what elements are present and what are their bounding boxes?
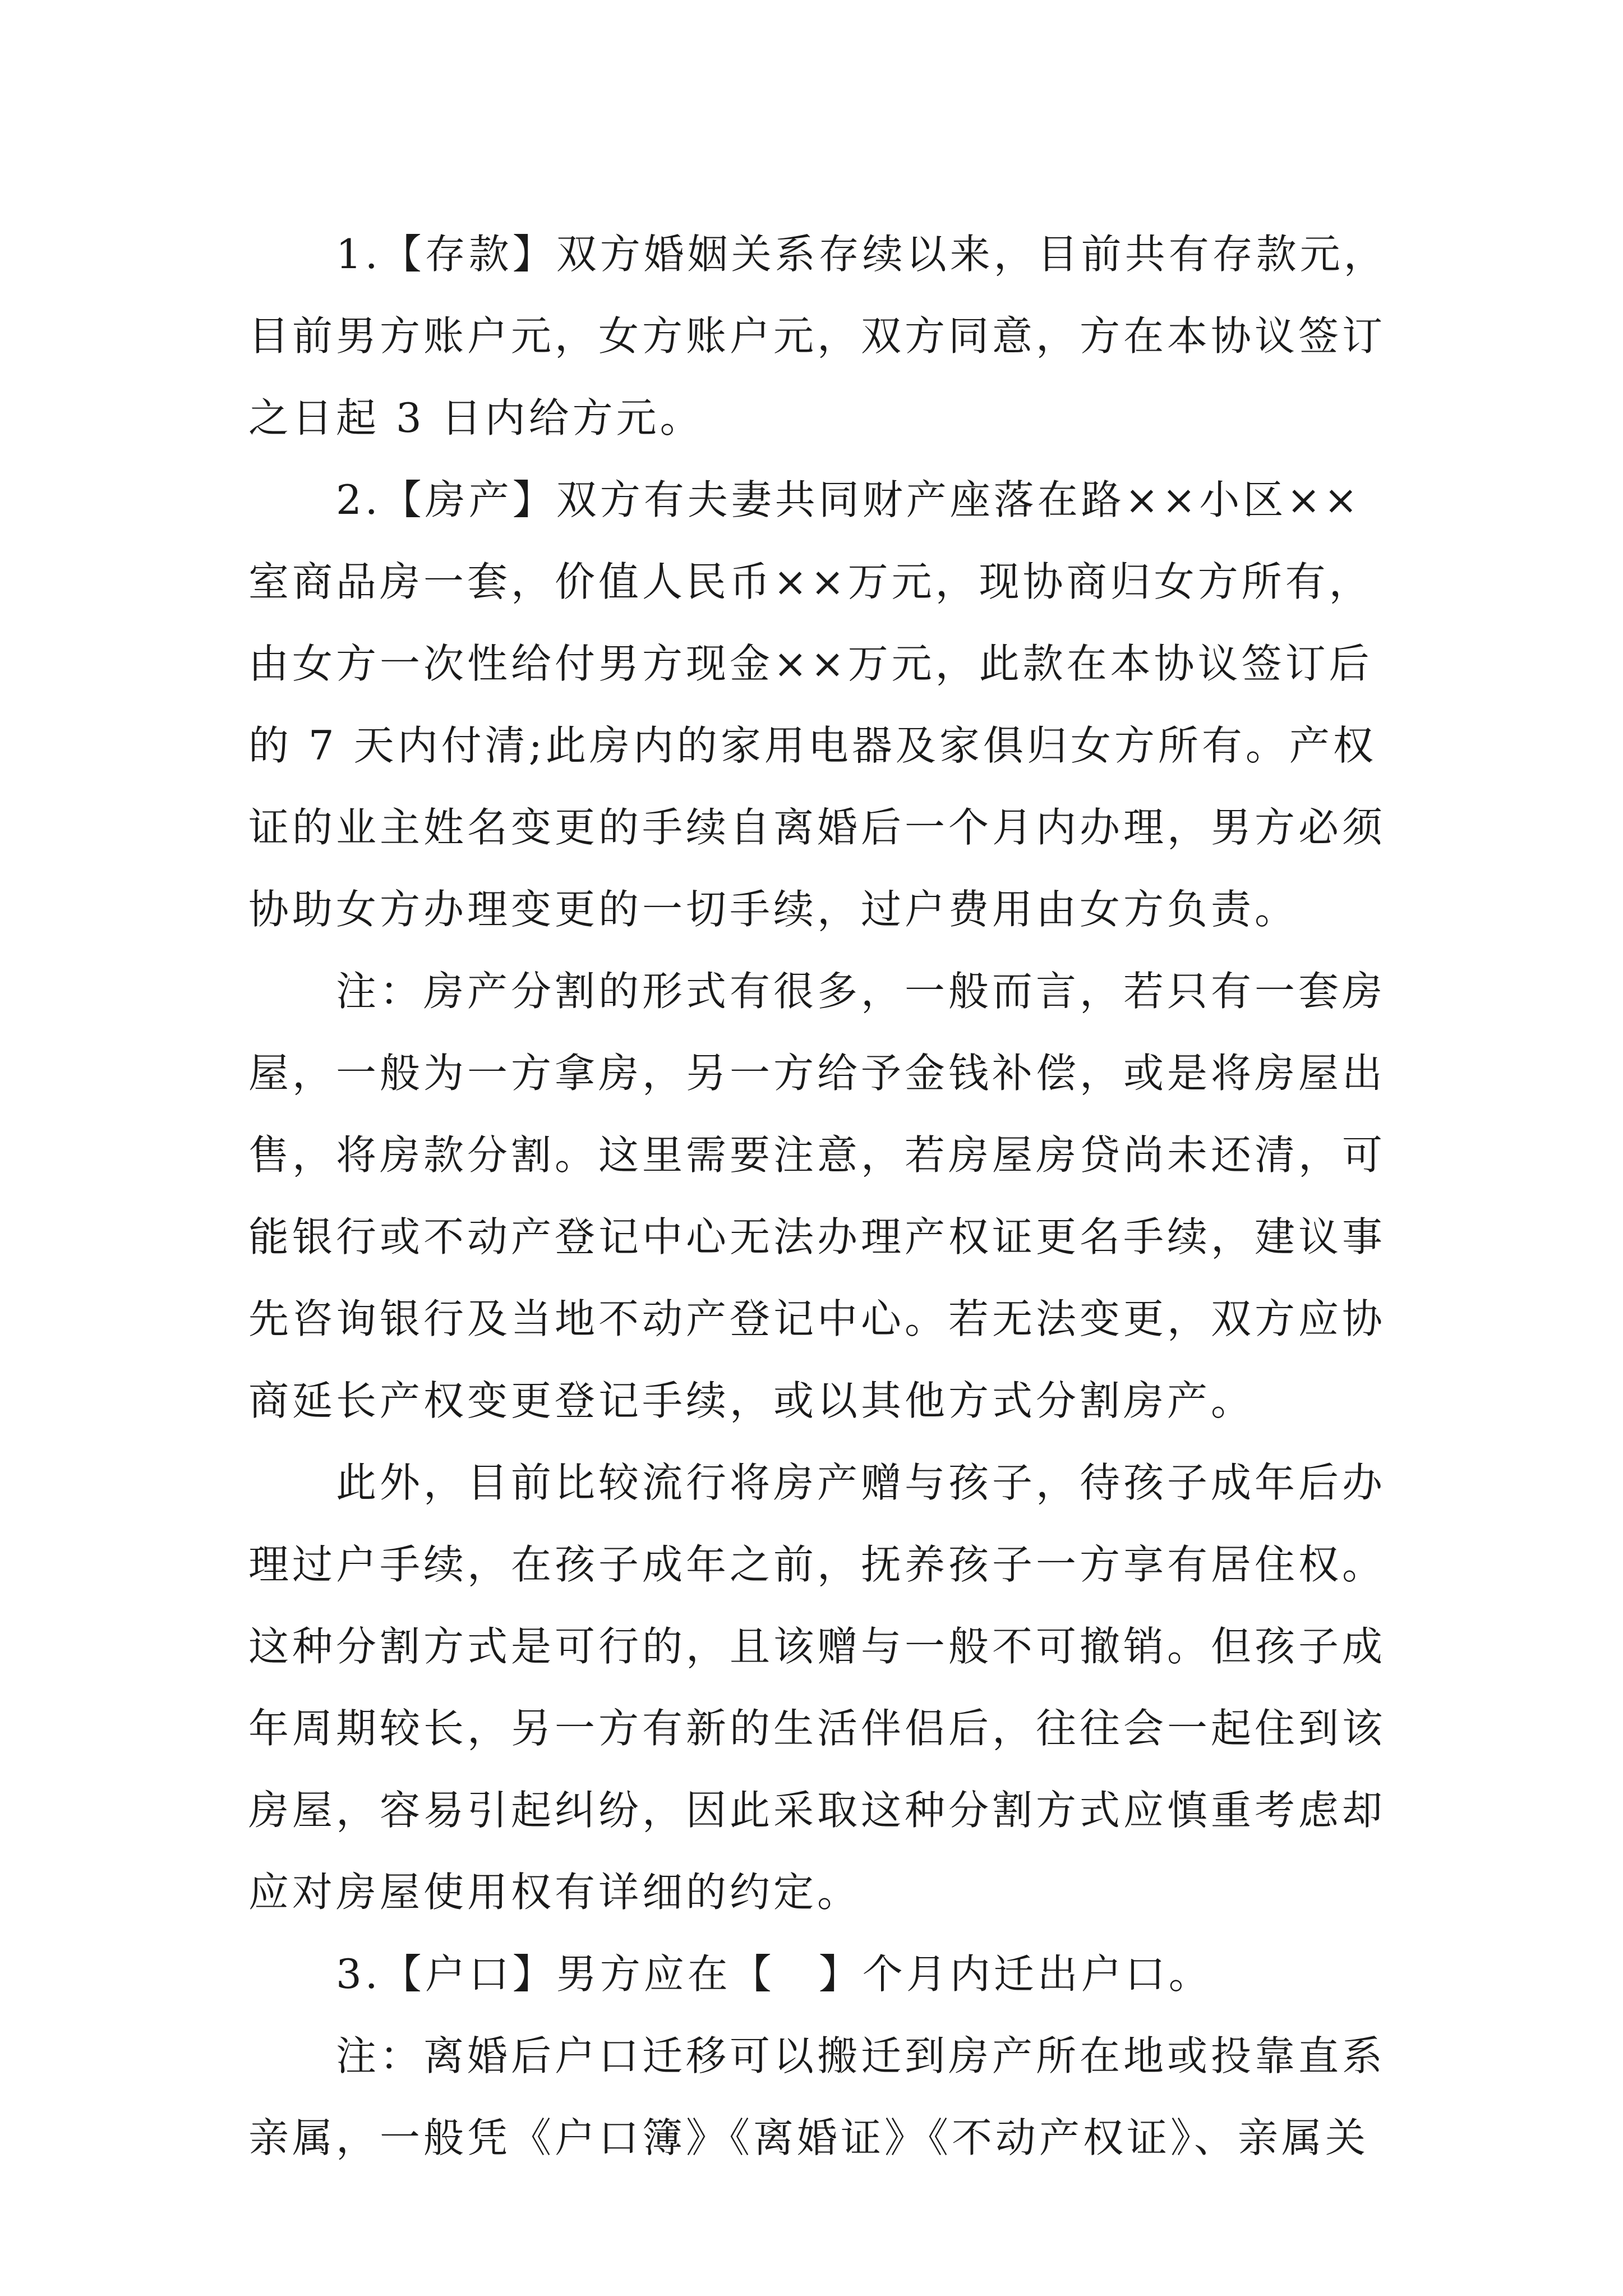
paragraph-line: 目前男方账户元，女方账户元，双方同意，方在本协议签订 [248,312,1386,360]
paragraph-property-note [248,950,1393,1442]
paragraph-hukou [248,1933,1393,2015]
paragraph-line: 此外，目前比较流行将房产赠与孩子，待孩子成年后办 [336,1459,1386,1506]
paragraph-line: 先咨询银行及当地不动产登记中心。若无法变更，双方应协 [248,1295,1386,1342]
paragraph-line: 亲属，一般凭《户口簿》《离婚证》《不动产权证》、亲属关 [248,2114,1370,2161]
paragraph-line: 2.【房产】双方有夫妻共同财产座落在路××小区×× [336,476,1362,523]
paragraph-line: 售，将房款分割。这里需要注意，若房屋房贷尚未还清，可 [248,1131,1386,1179]
paragraph-line: 之日起 3 日内给方元。 [248,394,704,441]
paragraph-line: 能银行或不动产登记中心无法办理产权证更名手续，建议事 [248,1213,1386,1260]
paragraph-line: 1.【存款】双方婚姻关系存续以来，目前共有存款元， [336,231,1387,278]
paragraph-gift-note [248,1442,1393,1933]
paragraph-line: 商延长产权变更登记手续，或以其他方式分割房产。 [248,1377,1255,1424]
paragraph-deposit [248,213,1393,459]
paragraph-line: 屋，一般为一方拿房，另一方给予金钱补偿，或是将房屋出 [248,1050,1386,1097]
paragraph-line: 证的业主姓名变更的手续自离婚后一个月内办理，男方必须 [248,804,1386,851]
paragraph-line: 3.【户口】男方应在【 】个月内迁出户口。 [336,1950,1212,1998]
paragraph-line: 房屋，容易引起纠纷，因此采取这种分割方式应慎重考虑却 [248,1787,1386,1834]
paragraph-line: 注：房产分割的形式有很多，一般而言，若只有一套房 [336,968,1386,1015]
paragraph-line: 这种分割方式是可行的，且该赠与一般不可撤销。但孩子成 [248,1623,1386,1670]
paragraph-line: 理过户手续，在孩子成年之前，抚养孩子一方享有居住权。 [248,1541,1386,1588]
document-body [248,213,1393,2179]
paragraph-line: 注：离婚后户口迁移可以搬迁到房产所在地或投靠直系 [336,2032,1386,2079]
paragraph-line: 年周期较长，另一方有新的生活伴侣后，往往会一起住到该 [248,1705,1386,1752]
paragraph-line: 应对房屋使用权有详细的约定。 [248,1869,861,1916]
paragraph-line: 由女方一次性给付男方现金××万元，此款在本协议签订后 [248,640,1373,687]
paragraph-property [248,459,1393,950]
paragraph-line: 的 7 天内付清;此房内的家用电器及家俱归女方所有。产权 [248,722,1377,769]
paragraph-line: 室商品房一套，价值人民币××万元，现协商归女方所有， [248,558,1373,605]
paragraph-hukou-note [248,2015,1393,2179]
paragraph-line: 协助女方办理变更的一切手续，过户费用由女方负责。 [248,886,1299,933]
